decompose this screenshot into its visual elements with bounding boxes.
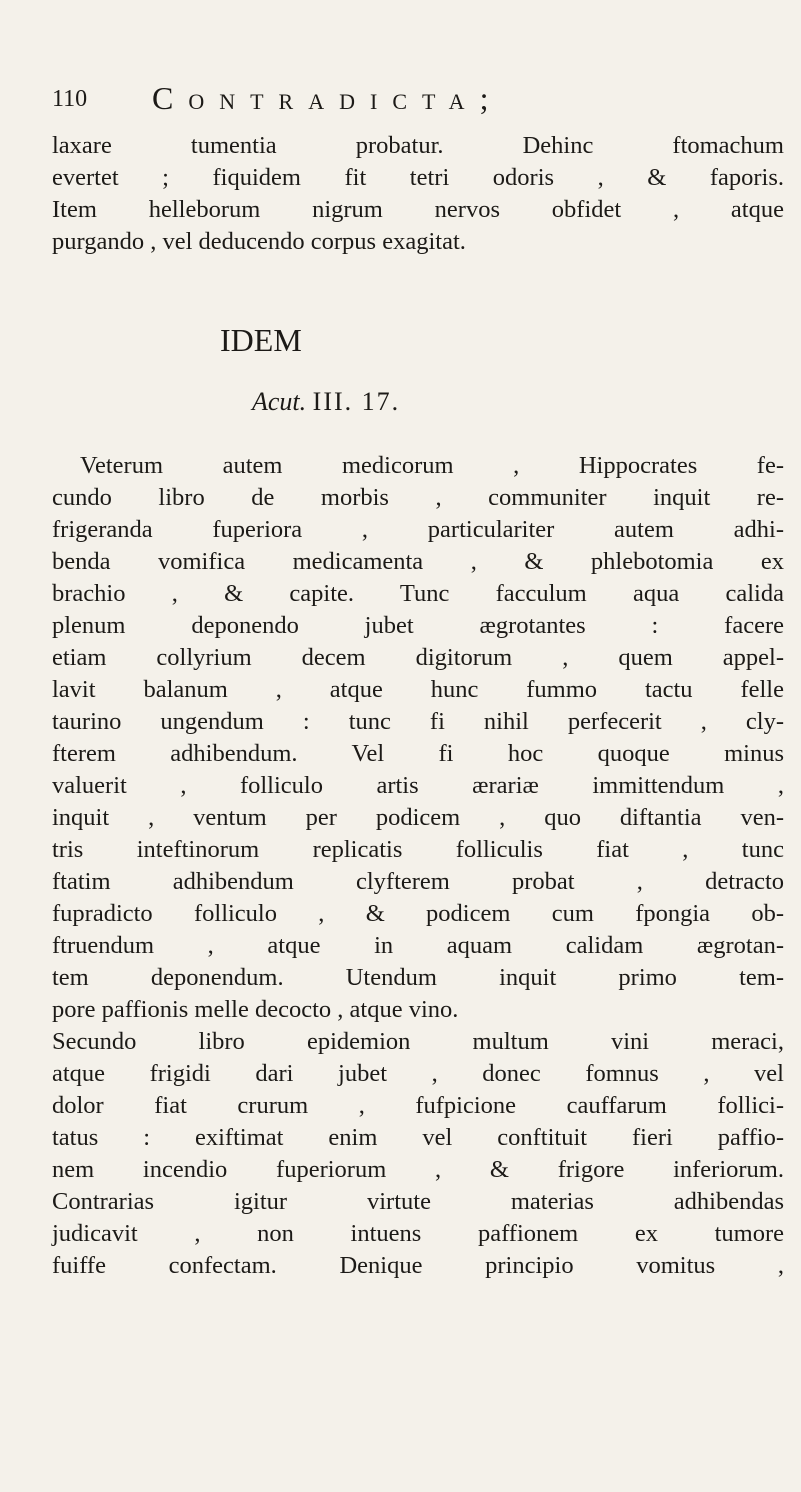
section-heading: IDEM [220, 322, 302, 358]
text-line: frigeranda fuperiora , particulariter autem adhi- [52, 516, 784, 543]
text-line: benda vomifica medicamenta , & phlebotomia ex [52, 548, 784, 575]
text-line: dolor fiat crurum , fufpicione cauffarum follici- [52, 1092, 784, 1119]
running-head [52, 80, 752, 120]
text-line: evertet ; fiquidem fit tetri odoris , & faporis. [52, 164, 784, 191]
text-line: judicavit , non intuens paffionem ex tumore [52, 1220, 784, 1247]
text-line: tris inteftinorum replicatis folliculis fiat , tunc [52, 836, 784, 863]
text-line: plenum deponendo jubet ægrotantes : facere [52, 612, 784, 639]
text-line: fuiffe confectam. Denique principio vomitus , [52, 1252, 784, 1279]
text-line: valuerit , folliculo artis ærariæ immittendum , [52, 772, 784, 799]
text-line: fterem adhibendum. Vel fi hoc quoque minus [52, 740, 784, 767]
citation-work: Acut. [252, 387, 307, 416]
text-line: taurino ungendum : tunc fi nihil perfecerit , cly- [52, 708, 784, 735]
text-line: cundo libro de morbis , communiter inquit re- [52, 484, 784, 511]
text-line: pore paffionis melle decocto , atque vino. [52, 996, 459, 1023]
text-line: laxare tumentia probatur. Dehinc ftomachum [52, 132, 784, 159]
page-number: 110 [52, 86, 88, 112]
text-line: lavit balanum , atque hunc fummo tactu felle [52, 676, 784, 703]
text-line: Veterum autem medicorum , Hippocrates fe- [80, 452, 784, 479]
running-head-title: Contradicta; [152, 80, 504, 116]
paragraph-2 [52, 450, 784, 1282]
text-line: fupradicto folliculo , & podicem cum fpongia ob- [52, 900, 784, 927]
citation [252, 387, 400, 417]
text-line: Secundo libro epidemion multum vini meraci, [52, 1028, 784, 1055]
text-line: tem deponendum. Utendum inquit primo tem- [52, 964, 784, 991]
text-line: Item helleborum nigrum nervos obfidet , atque [52, 196, 784, 223]
text-line: Contrarias igitur virtute materias adhibendas [52, 1188, 784, 1215]
text-line: ftruendum , atque in aquam calidam ægrotan- [52, 932, 784, 959]
text-line: purgando , vel deducendo corpus exagitat. [52, 228, 466, 255]
text-line: nem incendio fuperiorum , & frigore inferiorum. [52, 1156, 784, 1183]
paragraph-1 [52, 130, 784, 258]
text-line: ftatim adhibendum clyfterem probat , detracto [52, 868, 784, 895]
text-line: brachio , & capite. Tunc facculum aqua calida [52, 580, 784, 607]
text-line: atque frigidi dari jubet , donec fomnus , vel [52, 1060, 784, 1087]
citation-number: III. 17. [312, 387, 401, 416]
text-line: inquit , ventum per podicem , quo diftantia ven- [52, 804, 784, 831]
text-line: etiam collyrium decem digitorum , quem appel- [52, 644, 784, 671]
text-line: tatus : exiftimat enim vel conftituit fieri paffio- [52, 1124, 784, 1151]
